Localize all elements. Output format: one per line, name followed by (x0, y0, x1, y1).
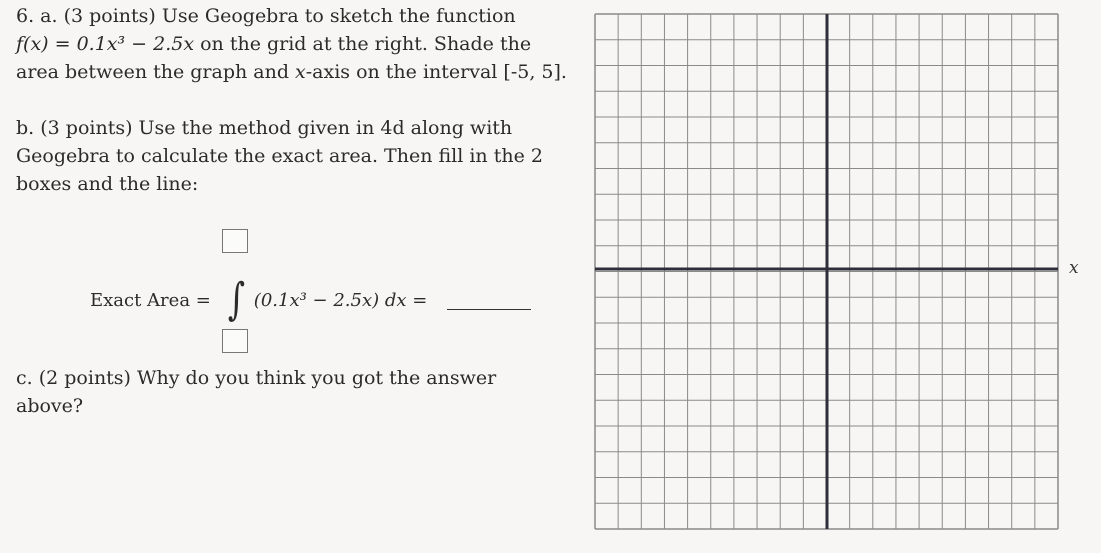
function-expression: f(x) = 0.1x³ − 2.5x (16, 33, 195, 55)
part-b-line-1: b. (3 points) Use the method given in 4d along with (16, 117, 513, 139)
integral-sign: ∫ (227, 274, 245, 325)
x-axis-label: x (1069, 258, 1079, 278)
x-variable: x (295, 61, 306, 83)
part-a-line-3-end: -axis on the interval [-5, 5]. (305, 61, 567, 83)
part-a-line-2-rest: on the grid at the right. Shade the (194, 33, 532, 55)
integrand: (0.1x³ − 2.5x) dx = (253, 289, 428, 311)
exact-area-label: Exact Area = (90, 289, 211, 311)
part-a-line-1: 6. a. (3 points) Use Geogebra to sketch the function (16, 5, 516, 27)
part-b-line-3: boxes and the line: (16, 173, 199, 195)
part-a-line-3-start: area between the graph and (16, 61, 296, 83)
part-b-line-2: Geogebra to calculate the exact area. Then fill in the 2 (16, 145, 543, 167)
part-c-line-2: above? (16, 395, 84, 417)
part-c-line-1: c. (2 points) Why do you think you got the answer (16, 367, 497, 389)
